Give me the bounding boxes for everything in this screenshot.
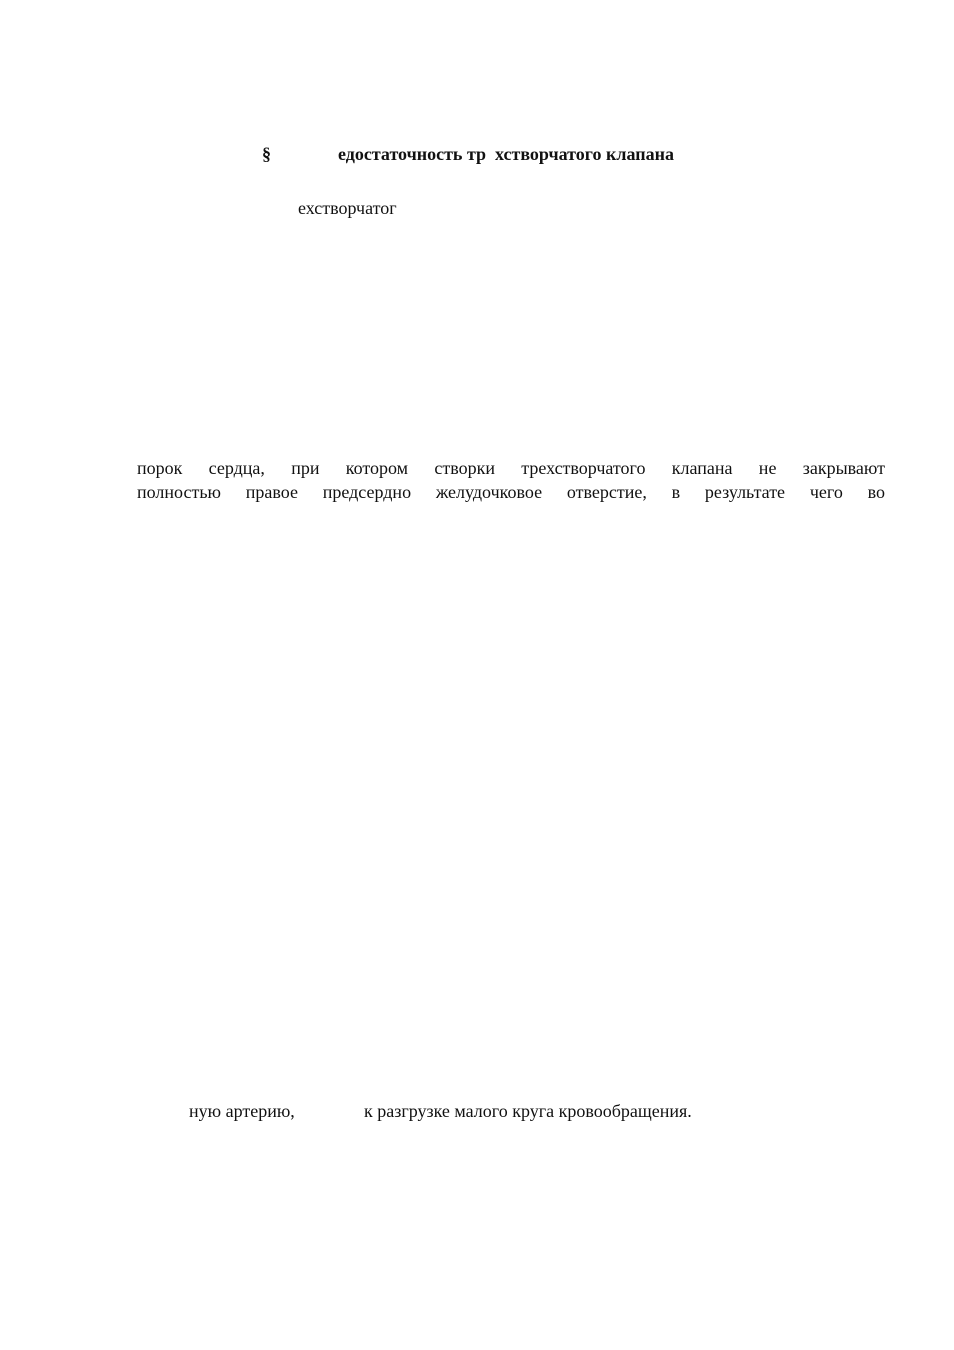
body-paragraph [137,456,885,504]
paragraph-line-2: полностью правое предсердно желудочковое отверстие, в результате чего во [137,482,885,502]
footer-fragment-left: ную артерию, [189,1101,295,1121]
footer-fragment-right: к разгрузке малого круга кровообращения. [364,1101,692,1121]
paragraph-line-1: порок сердца, при котором створки трехстворчатого клапана не закрывают [137,458,885,478]
section-sign: § [262,144,271,164]
section-heading [0,144,954,170]
footer-text-line [0,1101,954,1127]
section-title: едостаточность тр хстворчатого клапана [338,144,674,164]
subheading-fragment: ехстворчатог [298,198,397,218]
